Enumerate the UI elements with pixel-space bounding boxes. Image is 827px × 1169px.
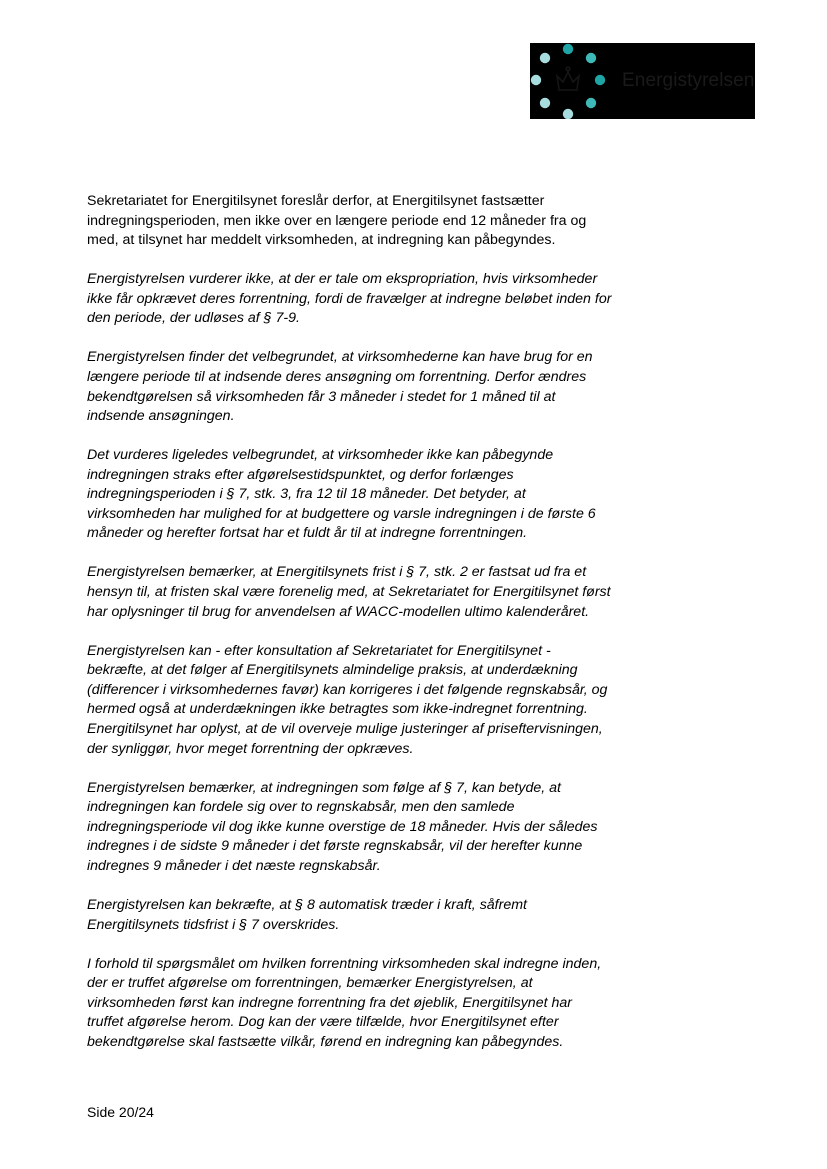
paragraph — [87, 348, 617, 426]
text-line: der synliggør, hvor meget forrentning der opkræves. — [87, 740, 414, 757]
text-line: bekræfte, at det følger af Energitilsynets almindelige praksis, at underdækning — [87, 662, 578, 679]
text-line: I forhold til spørgsmålet om hvilken forrentning virksomheden skal indregne inden, — [87, 955, 602, 972]
text-line: indregningsperiode vil dog ikke kunne overstige de 18 måneder. Hvis der således — [87, 818, 598, 835]
text-line: Energistyrelsen bemærker, at indregningen som følge af § 7, kan betyde, at — [87, 779, 561, 796]
text-line: med, at tilsynet har meddelt virksomheden, at indregning kan påbegyndes. — [87, 232, 556, 249]
text-line: den periode, der udløses af § 7-9. — [87, 310, 300, 327]
logo-text: Energistyrelsen — [622, 70, 755, 91]
text-line: (differencer i virksomhedernes favør) kan korrigeres i det følgende regnskabsår, og — [87, 681, 608, 698]
text-line: indsende ansøgningen. — [87, 408, 235, 425]
text-line: Det vurderes ligeledes velbegrundet, at virksomheder ikke kan påbegynde — [87, 447, 554, 464]
text-line: indregningsperioden, men ikke over en længere periode end 12 måneder fra og — [87, 212, 587, 229]
page-number: Side 20/24 — [87, 1104, 154, 1120]
text-line: Energistyrelsen vurderer ikke, at der er tale om ekspropriation, hvis virksomheder — [87, 271, 598, 288]
energistyrelsen-logo — [530, 43, 755, 119]
paragraph — [87, 896, 617, 935]
text-line: indregningsperioden i § 7, stk. 3, fra 12 til 18 måneder. Det betyder, at — [87, 486, 526, 503]
text-line: indregningen straks efter afgørelsestidspunktet, og derfor forlænges — [87, 466, 514, 483]
paragraph — [87, 642, 617, 760]
paragraph — [87, 563, 617, 622]
text-line: hensyn til, at fristen skal være forenelig med, at Sekretariatet for Energitilsynet først — [87, 584, 611, 601]
text-line: Energistyrelsen finder det velbegrundet, at virksomhederne kan have brug for en — [87, 349, 593, 366]
paragraph — [87, 270, 617, 329]
text-line: længere periode til at indsende deres ansøgning om forrentning. Derfor ændres — [87, 368, 587, 385]
text-line: Energistyrelsen kan - efter konsultation af Sekretariatet for Energitilsynet - — [87, 642, 551, 659]
text-line: virksomheden først kan indregne forrentning fra det øjeblik, Energitilsynet har — [87, 994, 572, 1011]
text-line: indregnes 9 måneder i det næste regnskabsår. — [87, 857, 381, 874]
text-line: indregningen kan fordele sig over to regnskabsår, men den samlede — [87, 799, 515, 816]
text-line: Sekretariatet for Energitilsynet foreslår derfor, at Energitilsynet fastsætter — [87, 193, 545, 209]
text-line: Energitilsynet har oplyst, at de vil overveje mulige justeringer af priseftervisningen, — [87, 721, 603, 738]
text-line: måneder og herefter fortsat har et fuldt år til at indregne forrentningen. — [87, 525, 528, 542]
text-line: bekendtgørelse skal fastsætte vilkår, førend en indregning kan påbegyndes. — [87, 1033, 564, 1050]
text-line: hermed også at underdækningen ikke betragtes som ikke-indregnet forrentning. — [87, 701, 588, 718]
paragraph — [87, 955, 617, 1053]
text-line: truffet afgørelse herom. Dog kan der være tilfælde, hvor Energitilsynet efter — [87, 1014, 559, 1031]
text-line: bekendtgørelsen så virksomheden får 3 måneder i stedet for 1 måned til at — [87, 388, 556, 405]
text-line: virksomheden har mulighed for at budgettere og varsle indregningen i de første 6 — [87, 505, 596, 522]
text-line: ikke får opkrævet deres forrentning, fordi de fravælger at indregne beløbet inden for — [87, 290, 612, 307]
text-line: har oplysninger til brug for anvendelsen af WACC-modellen ultimo kalenderåret. — [87, 603, 590, 620]
paragraph — [87, 779, 617, 877]
text-line: Energistyrelsen kan bekræfte, at § 8 automatisk træder i kraft, såfremt — [87, 896, 527, 913]
letter-body — [87, 192, 617, 1072]
text-line: Energistyrelsen bemærker, at Energitilsynets frist i § 7, stk. 2 er fastsat ud fra et — [87, 564, 587, 581]
paragraph — [87, 192, 617, 251]
text-line: der er truffet afgørelse om forrentningen, bemærker Energistyrelsen, at — [87, 975, 533, 992]
text-line: indregnes i de sidste 9 måneder i det første regnskabsår, vil der herefter kunne — [87, 838, 583, 855]
text-line: Energitilsynets tidsfrist i § 7 overskrides. — [87, 916, 340, 933]
paragraph — [87, 446, 617, 544]
